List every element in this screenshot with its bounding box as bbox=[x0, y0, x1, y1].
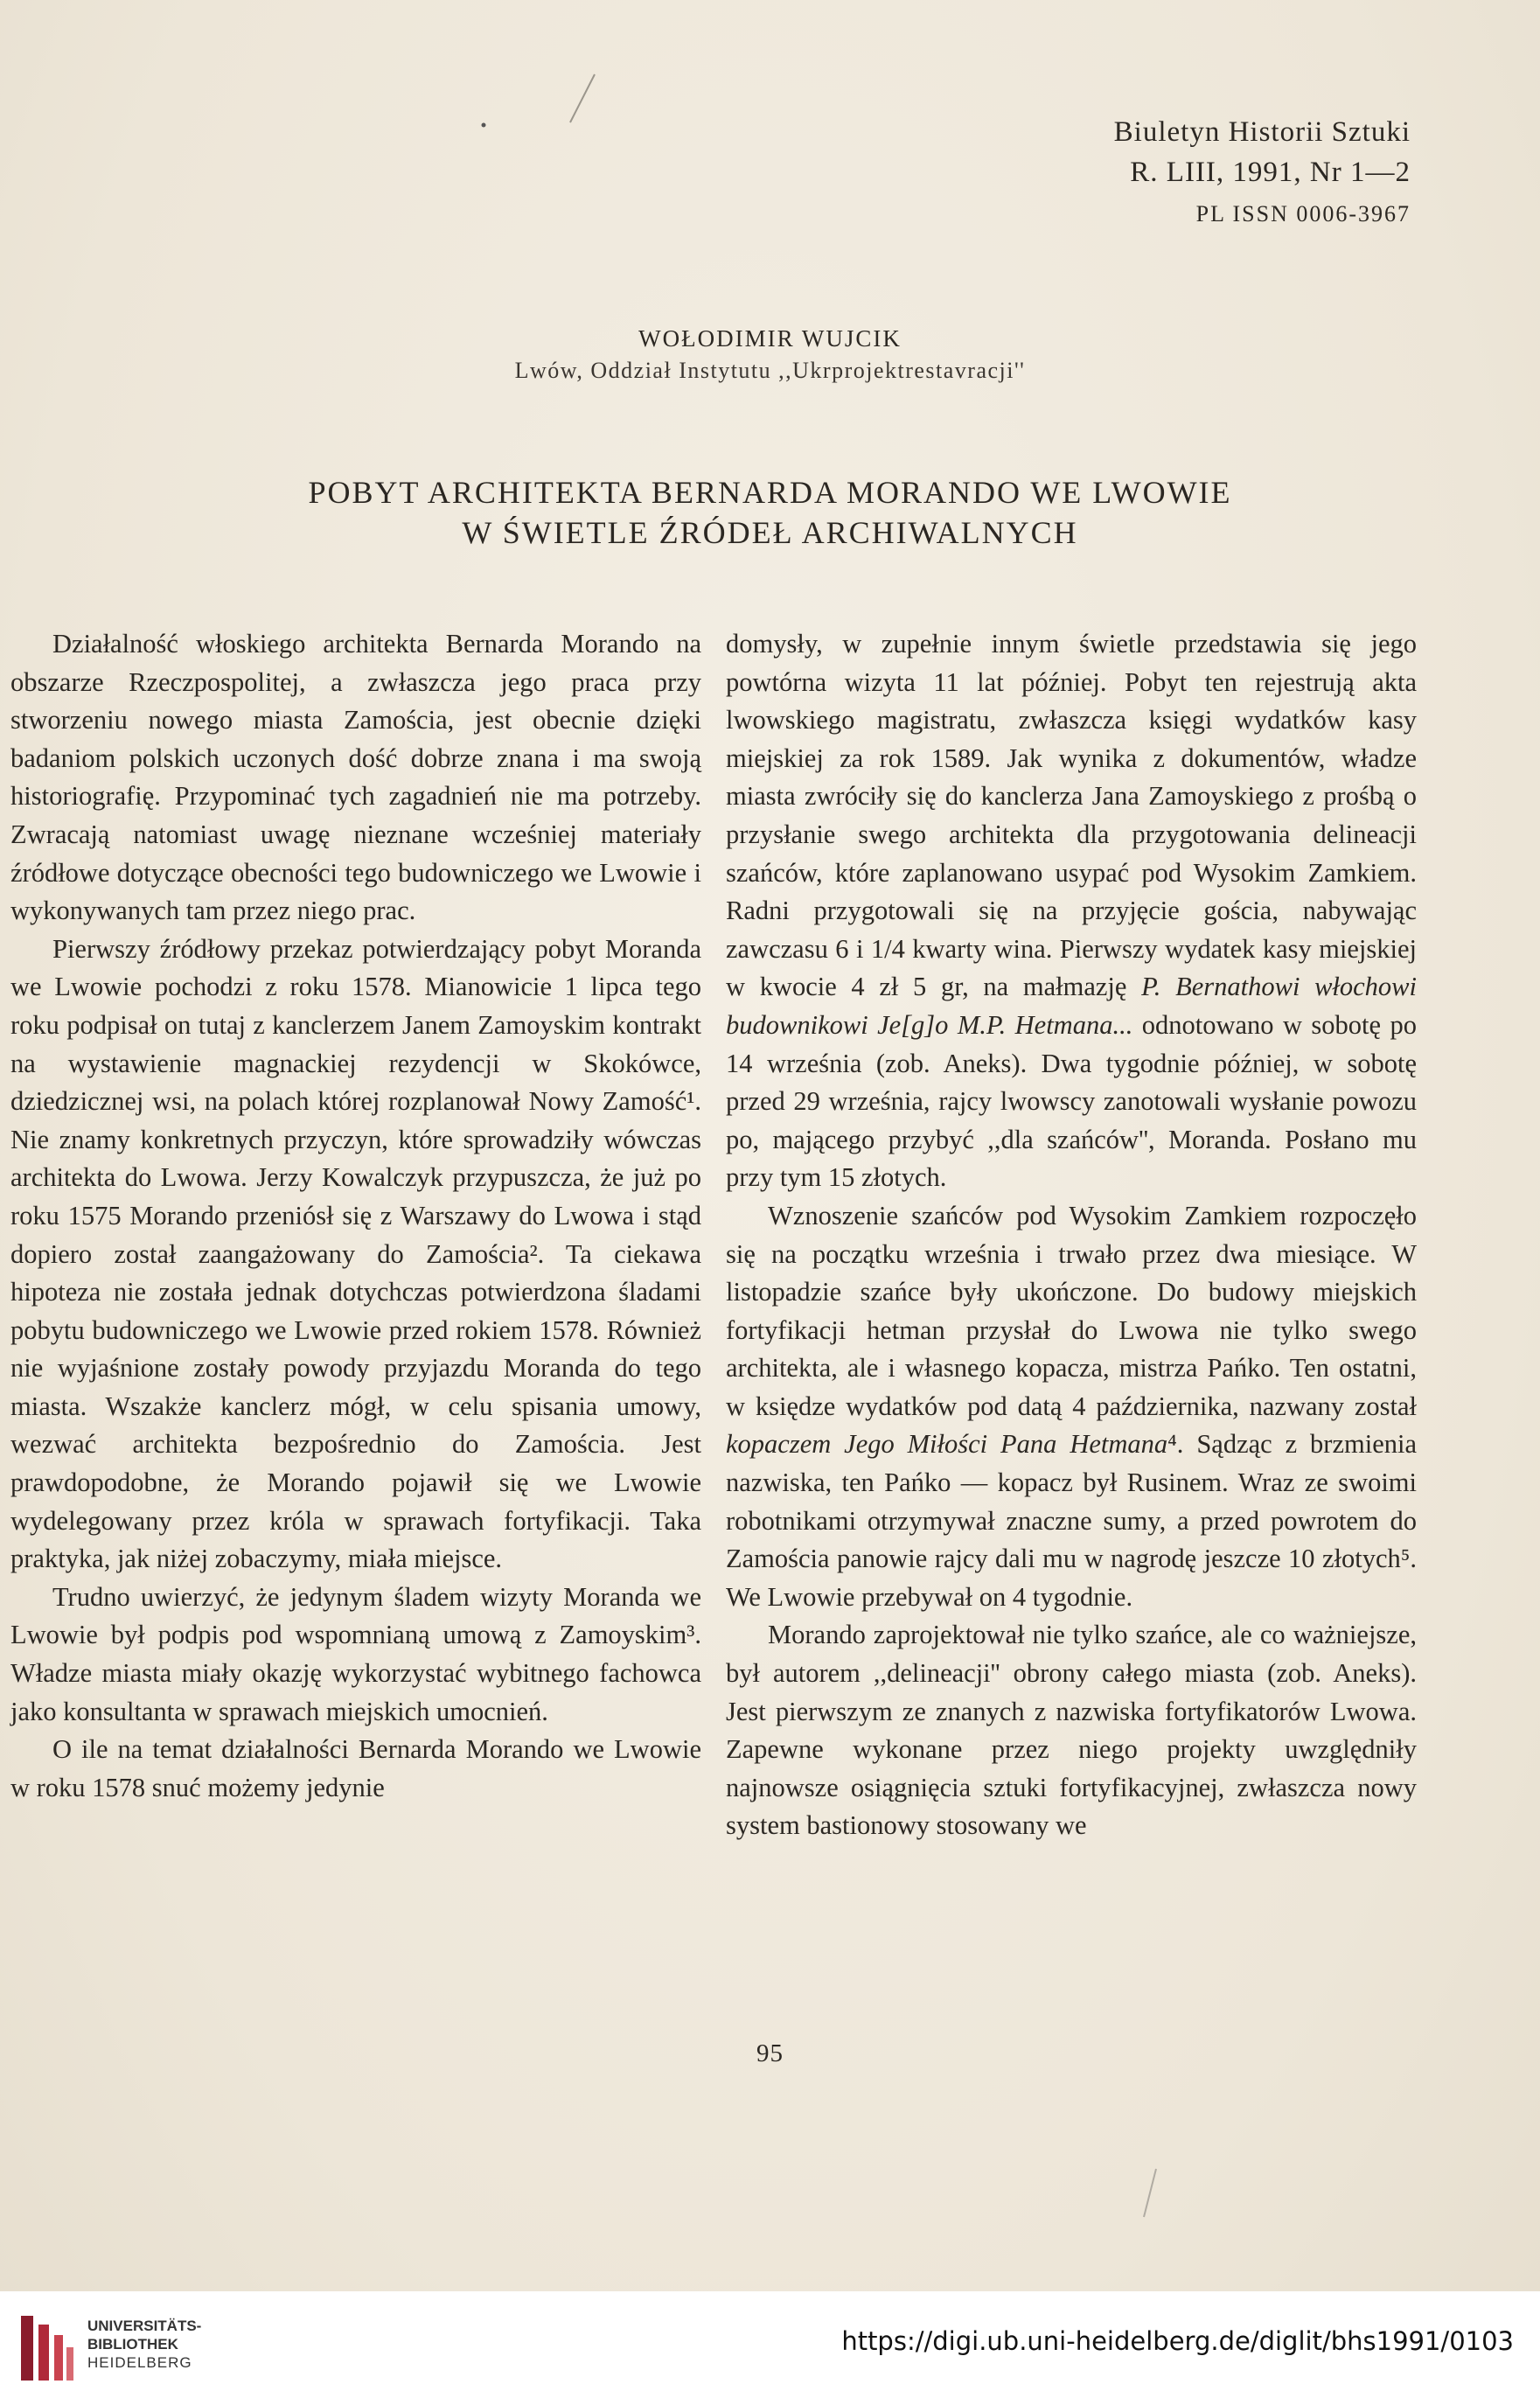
university-library-logo-icon bbox=[16, 2309, 77, 2388]
italic-quote: P. Bernathowi włochowi budownikowi Je[g]o M.P. Hetmana... bbox=[726, 972, 1417, 1040]
text-run: domysły, w zupełnie innym świetle przedstawia się jego powtórna wizyta 11 lat później. Pobyt ten rejestrują akta lwowskiego magistratu, zwłaszcza księgi wydatków kasy miejskiej za rok 1589. Jak wynika z dokumentów, władze miasta zwróciły się do kanclerza Jana Zamoyskiego z prośbą o przysłanie swego architekta dla przygotowania delineacji szańców, które zaplanowano usypać pod Wysokim Zamkiem. Radni przygotowali się na przyjęcie gościa, nabywając zawczasu 6 i 1/4 kwarty wina. Pierwszy wydatek kasy miejskiej w kwocie 4 zł 5 gr, na małmazję bbox=[726, 629, 1417, 1002]
text-run: ⁴. Sądząc z brzmienia nazwiska, ten Pańko — kopacz był Rusinem. Wraz ze swoimi robotnikami otrzymywał znaczne sumy, a przed powrotem do Zamościa panowie rajcy dali mu w nagrodę jeszcze 10 złotych⁵. We Lwowie przebywał on 4 tygodnie. bbox=[726, 1429, 1417, 1612]
title-line-1: POBYT ARCHITEKTA BERNARDA MORANDO WE LWOWIE bbox=[308, 475, 1232, 510]
article-title bbox=[0, 472, 1540, 553]
source-url-link[interactable]: https://digi.ub.uni-heidelberg.de/diglit/bhs1991/0103 bbox=[841, 2326, 1514, 2356]
paragraph: Morando zaprojektował nie tylko szańce, ale co ważniejsze, był autorem ,,delineacji'' obrony całego miasta (zob. Aneks). Jest pierwszym ze znanych z nazwiska fortyfikatorów Lwowa. Zapewne wykonane przez niego projekty uwzględniły najnowsze osiągnięcia sztuki fortyfikacyjnej, zwłaszcza nowy system bastionowy stosowany we bbox=[726, 1620, 1417, 1841]
right-column bbox=[726, 625, 1417, 1845]
pencil-mark-top bbox=[551, 70, 603, 131]
library-line-1: UNIVERSITÄTS- bbox=[87, 2318, 202, 2334]
paragraph: Trudno uwierzyć, że jedynym śladem wizyty Moranda we Lwowie był podpis pod wspomnianą umową z Zamoyskim³. Władze miasta miały okazję wykorzystać wybitnego fachowca jako konsultanta w sprawach miejskich umocnień. bbox=[10, 1581, 701, 1726]
author-block bbox=[0, 325, 1540, 384]
paragraph: Pierwszy źródłowy przekaz potwierdzający pobyt Moranda we Lwowie pochodzi z roku 1578. Mianowicie 1 lipca tego roku podpisał on tutaj z kanclerzem Janem Zamoyskim kontrakt na wystawienie magnackiej rezydencji w Skokówce, dziedzicznej wsi, na polach której rozplanował Nowy Zamość¹. Nie znamy konkretnych przyczyn, które sprowadziły wówczas architekta do Lwowa. Jerzy Kowalczyk przypuszcza, że już po roku 1575 Morando przeniósł się z Warszawy do Lwowa i stąd dopiero został zaangażowany do Zamościa². Ta ciekawa hipoteza nie została jednak dotychczas potwierdzona śladami pobytu budowniczego we Lwowie przed rokiem 1578. Również nie wyjaśnione zostały powody przyjazdu Moranda do tego miasta. Wszakże kanclerz mógł, w celu spisania umowy, wezwać architekta bezpośrednio do Zamościa. Jest prawdopodobne, że Morando pojawił się we Lwowie wydelegowany przez króla w sprawach fortyfikacji. Taka praktyka, jak niżej zobaczymy, miała miejsce. bbox=[10, 933, 701, 1574]
library-line-3: HEIDELBERG bbox=[87, 2354, 192, 2371]
author-name: WOŁODIMIR WUJCIK bbox=[638, 325, 902, 352]
journal-name: Biuletyn Historii Sztuki bbox=[1113, 116, 1411, 148]
pencil-mark-bottom bbox=[1137, 2164, 1163, 2226]
text-run: odnotowano w sobotę po 14 września (zob. Aneks). Dwa tygodnie później, w sobotę przed 29 września, rajcy lwowscy zanotowali wysłanie powozu po, mającego przybyć ,,dla szańców'', Moranda. Posłano mu przy tym 15 złotych. bbox=[726, 1009, 1417, 1193]
page-number: 95 bbox=[756, 2039, 784, 2067]
italic-quote: kopaczem Jego Miłości Pana Hetmana bbox=[726, 1429, 1168, 1460]
journal-volume: R. LIII, 1991, Nr 1—2 bbox=[1130, 157, 1411, 188]
paragraph: O ile na temat działalności Bernarda Morando we Lwowie w roku 1578 snuć możemy jedynie bbox=[10, 1734, 701, 1802]
paragraph-continued bbox=[726, 625, 1417, 1197]
paragraph bbox=[726, 1197, 1417, 1617]
library-line-2: BIBLIOTHEK bbox=[87, 2336, 178, 2353]
title-line-2: W ŚWIETLE ŹRÓDEŁ ARCHIWALNYCH bbox=[462, 515, 1078, 550]
library-name bbox=[87, 2317, 201, 2372]
text-run: Wznoszenie szańców pod Wysokim Zamkiem rozpoczęło się na początku września i trwało przez dwa miesiące. W listopadzie szańce były ukończone. Do budowy miejskich fortyfikacji hetman przysłał do Lwowa nie tylko swego architekta, ale i własnego kopacza, mistrza Pańko. Ten ostatni, w księdze wydatków pod datą 4 października, nazwany został bbox=[726, 1200, 1417, 1421]
dot-mark bbox=[479, 121, 488, 129]
journal-issn: PL ISSN 0006-3967 bbox=[1195, 201, 1411, 227]
author-affiliation: Lwów, Oddział Instytutu ,,Ukrprojektrestavracji'' bbox=[514, 358, 1026, 383]
left-column bbox=[10, 625, 701, 1807]
paragraph: Działalność włoskiego architekta Bernarda Morando na obszarze Rzeczpospolitej, a zwłaszcza jego praca przy stworzeniu nowego miasta Zamościa, jest obecnie dzięki badaniom polskich uczonych dość dobrze znana i ma swoją historiografię. Przypominać tych zagadnień nie ma potrzeby. Zwracają natomiast uwagę nieznane wcześniej materiały źródłowe dotyczące obecności tego budowniczego we Lwowie i wykonywanych tam przez niego prac. bbox=[10, 629, 701, 926]
journal-header bbox=[1114, 112, 1411, 234]
